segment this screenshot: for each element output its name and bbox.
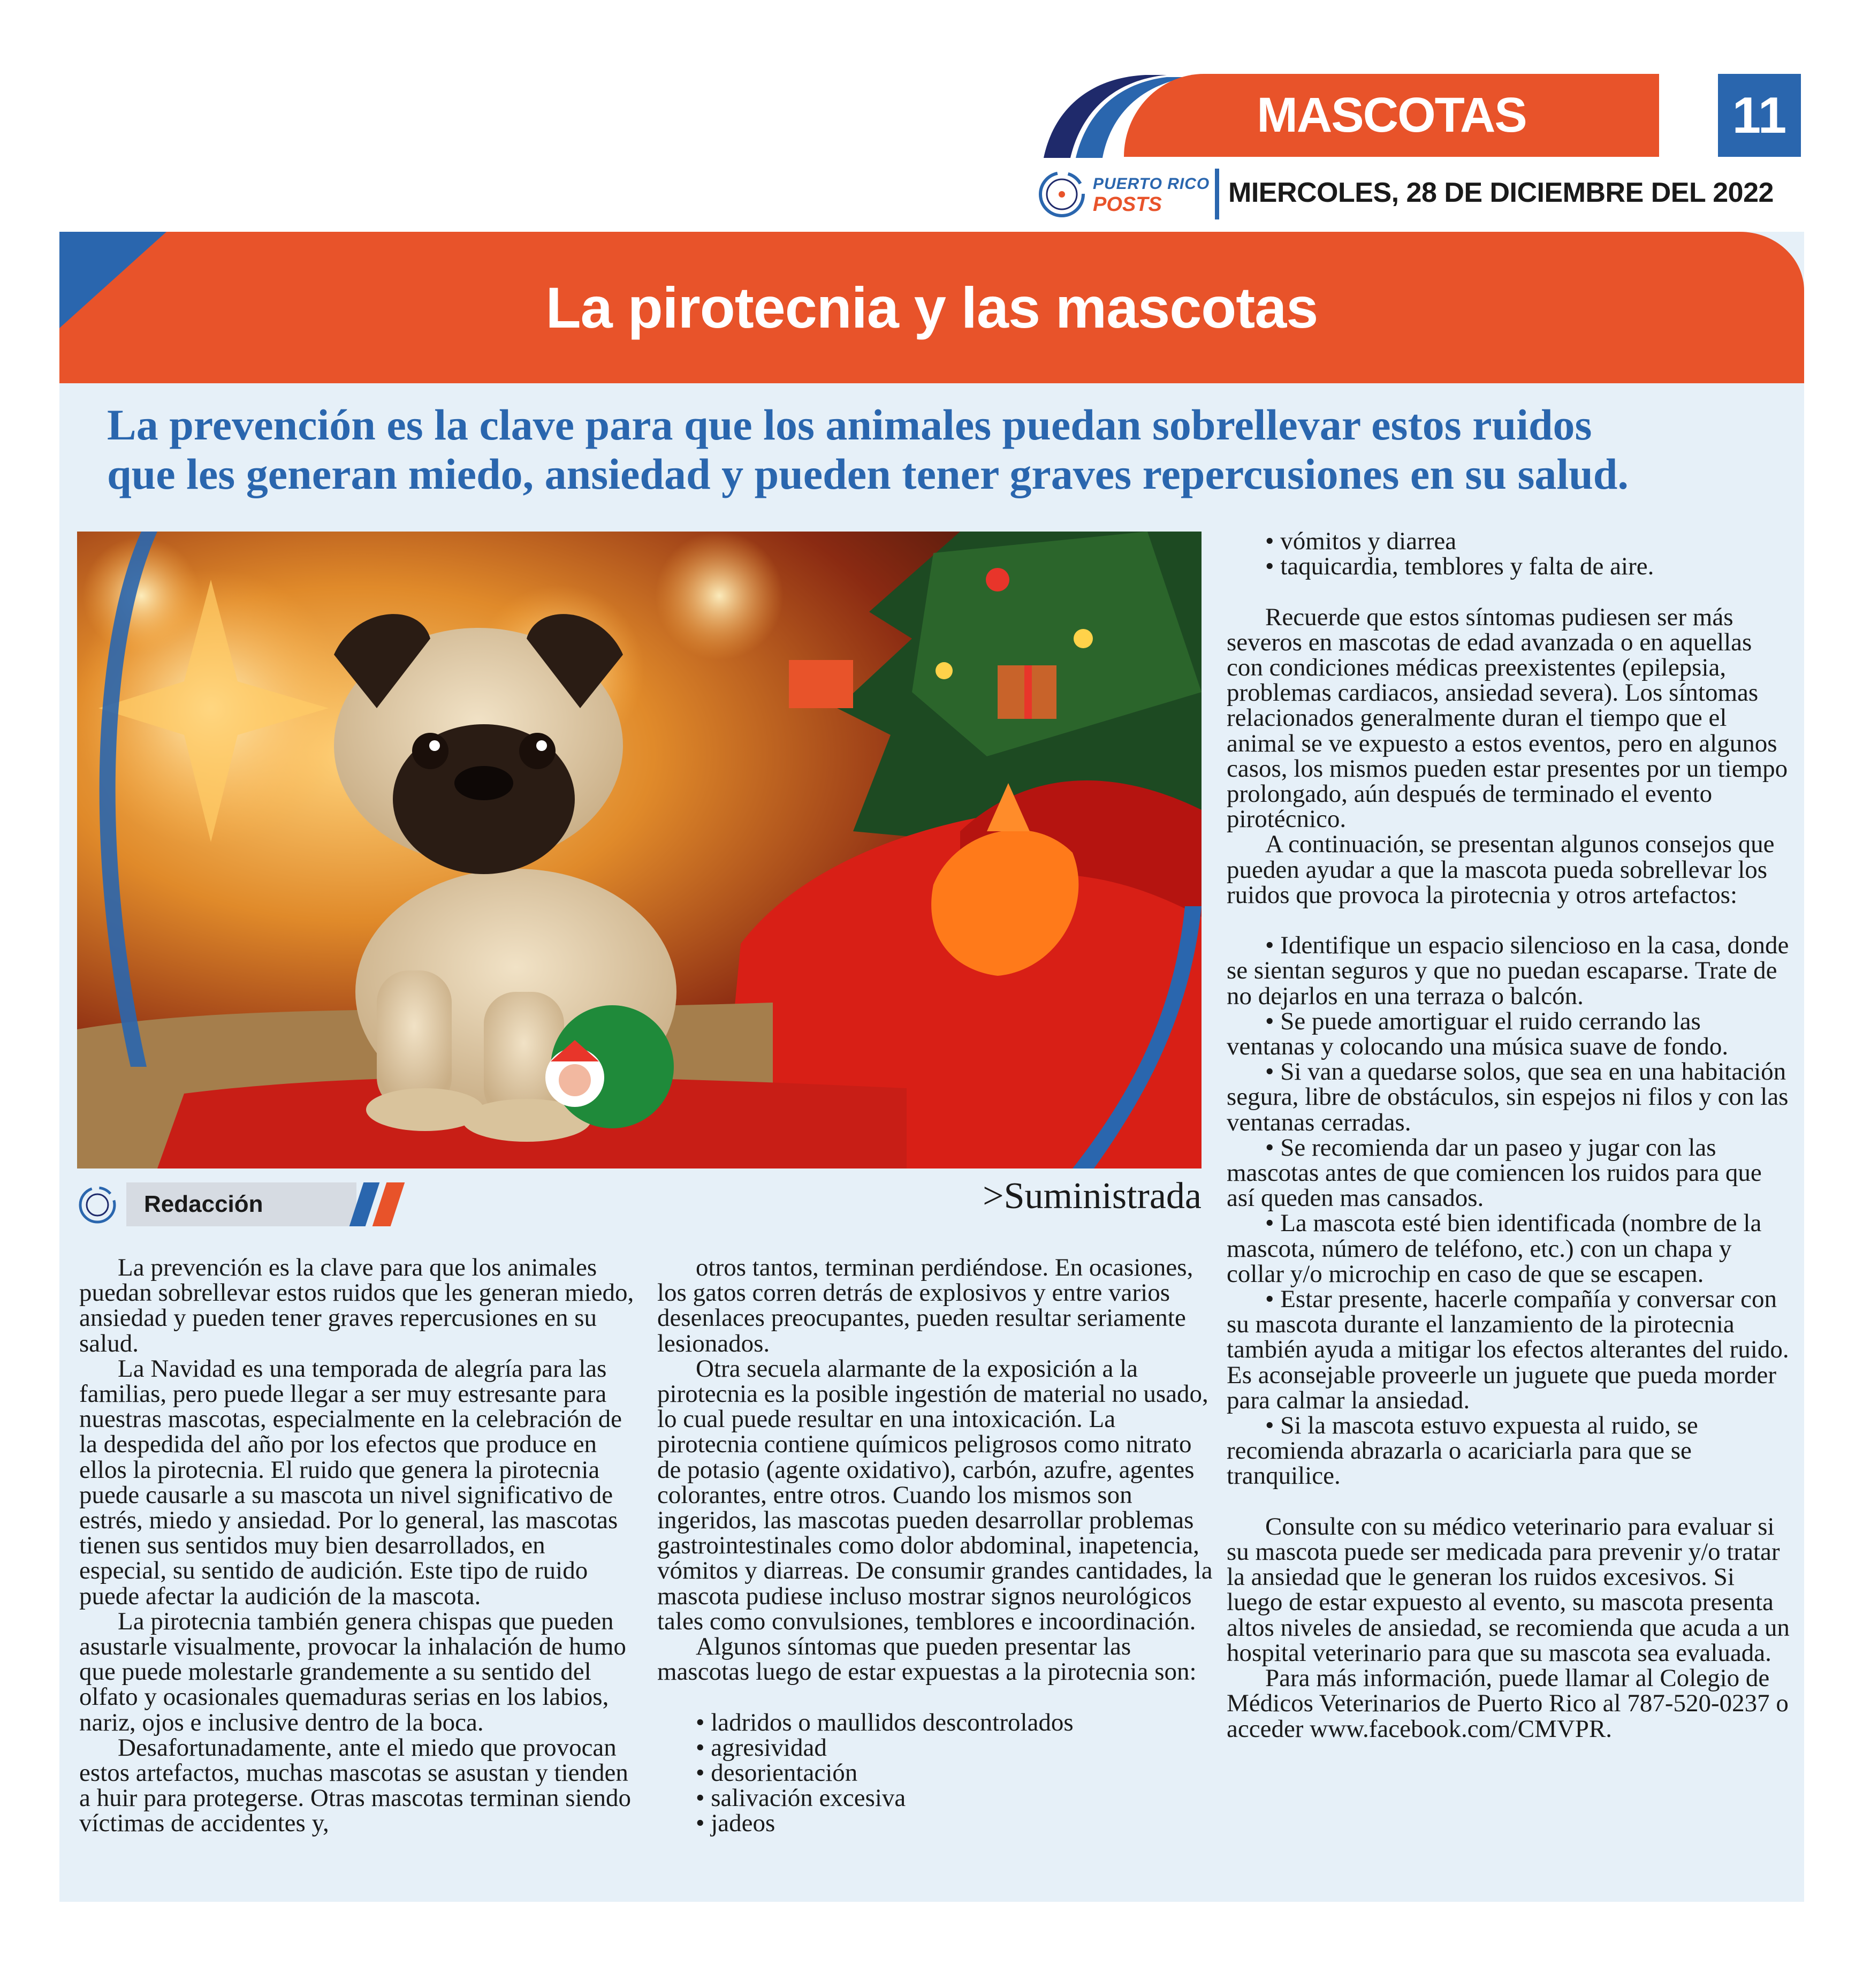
article-column-3: [1227, 529, 1794, 1742]
paragraph: Otra secuela alarmante de la exposición a la pirotecnia es la posible ingestión de material no usado, lo cual puede resultar en una intoxicación. La pirotecnia contiene químicos peligrosos como nitrato de potasio (agente oxidativo), carbón, azufre, agentes colorantes, entre otros. Cuando los mismos son ingeridos, las mascotas pueden desarrollar problemas gastrointestinales como dolor abdominal, inapetencia, vómitos y diarreas. De consumir grandes cantidades, la mascota pudiese incluso mostrar signos neurológicos tales como convulsiones, temblores e incoordinación.: [657, 1354, 1213, 1635]
tip-item: • Si la mascota estuvo expuesta al ruido, se recomienda abrazarla o acariciarla para que se tranquilice.: [1227, 1412, 1698, 1490]
deck-line-1: La prevención es la clave para que los animales puedan sobrellevar estos ruidos: [107, 400, 1592, 449]
author-logo-icon: [77, 1185, 118, 1225]
logo-line-2: POSTS: [1093, 193, 1162, 216]
headline-band: [59, 232, 1804, 383]
pug-christmas-photo: [77, 532, 1202, 1168]
tip-item: • Si van a quedarse solos, que sea en una habitación segura, libre de obstáculos, sin espejos ni filos y con las ventanas cerradas.: [1227, 1058, 1789, 1136]
publication-date: MIERCOLES, 28 DE DICIEMBRE DEL 2022: [1228, 177, 1774, 208]
symptom-item: • desorientación: [696, 1759, 858, 1787]
article-column-1: [79, 1255, 636, 1837]
masthead: [1033, 70, 1809, 225]
paragraph: La Navidad es una temporada de alegría para las familias, pero puede llegar a ser muy estresante para nuestras mascotas, especialmente en la celebración de la despedida del año por los efectos que produce en ellos la pirotecnia. El ruido que genera la pirotecnia puede causarle a su mascota un nivel significativo de estrés, miedo y ansiedad. Por lo general, las mascotas tienen sus sentidos muy bien desarrollados, en especial, su sentido de audición. Este tipo de ruido puede afectar la audición de la mascota.: [79, 1354, 622, 1610]
page-number: 11: [1718, 74, 1801, 157]
article-column-2: [657, 1255, 1214, 1837]
tip-item: • Se recomienda dar un paseo y jugar con las mascotas antes de que comiencen los ruidos para que así queden mas cansados.: [1227, 1133, 1762, 1212]
symptom-item: • taquicardia, temblores y falta de aire.: [1265, 552, 1654, 581]
paragraph: La pirotecnia también genera chispas que pueden asustarle visualmente, provocar la inhalación de humo que puede molestarle grandemente a su sentido del olfato y ocasionales quemaduras serias en los labios, nariz, ojos e inclusive dentro de la boca.: [79, 1607, 626, 1736]
publication-logo: [1033, 163, 1210, 222]
symptom-item: • vómitos y diarrea: [1265, 527, 1457, 555]
paragraph: Algunos síntomas que pueden presentar las mascotas luego de estar expuestas a la pirotecnia son:: [657, 1633, 1197, 1686]
photo-credit: >Suministrada: [983, 1175, 1202, 1217]
paragraph: Consulte con su médico veterinario para evaluar si su mascota puede ser medicada para prevenir y/o tratar la ansiedad que le generan los ruidos excesivos. Si luego de estar expuesto al evento, su mascota presenta altos niveles de ansiedad, se recomienda que acuda a un hospital veterinario para que su mascota sea evaluada.: [1227, 1512, 1790, 1667]
deck-line-2: que les generan miedo, ansiedad y pueden tener graves repercusiones en su salud.: [107, 450, 1629, 498]
logo-line-1: PUERTO RICO: [1093, 175, 1210, 193]
date-divider: [1215, 169, 1219, 219]
byline: [77, 1180, 420, 1226]
globe-logo-icon: [1036, 169, 1088, 220]
spacer: [1227, 908, 1794, 933]
spacer: [1227, 1489, 1794, 1514]
article-photo: [77, 532, 1202, 1168]
tip-item: • Estar presente, hacerle compañía y conversar con su mascota durante el lanzamiento de la pirotecnia también ayuda a mitigar los efectos alterantes del ruido. Es aconsejable proveerle un juguete que pueda morder para calmar la ansiedad.: [1227, 1285, 1789, 1414]
contact-paragraph: Para más información, puede llamar al Colegio de Médicos Veterinarios de Puerto Rico al 787-520-0237 o acceder www.facebook.com/CMVPR.: [1227, 1664, 1789, 1743]
symptom-item: • ladridos o maullidos descontrolados: [696, 1708, 1074, 1736]
byline-author: Redacción: [144, 1191, 263, 1217]
spacer: [1227, 579, 1794, 604]
paragraph: Recuerde que estos síntomas pudiesen ser más severos en mascotas de edad avanzada o en aquellas con condiciones médicas preexistentes (epilepsia, problemas cardiacos, ansiedad severa). Los síntomas relacionados generalmente duran el tiempo que el animal se ve expuesto a estos eventos, pero en algunos casos, los mismos pueden estar presentes por un tiempo prolongado, aún después de terminado el evento pirotécnico.: [1227, 603, 1788, 833]
tip-item: • La mascota esté bien identificada (nombre de la mascota, número de teléfono, etc.) con un chapa y collar y/o microchip en caso de que se escapen.: [1227, 1209, 1762, 1288]
paragraph: Desafortunadamente, ante el miedo que provocan estos artefactos, muchas mascotas se asustan y tienden a huir para protegerse. Otras mascotas terminan siendo víctimas de accidentes y,: [79, 1733, 632, 1838]
paragraph: otros tantos, terminan perdiéndose. En ocasiones, los gatos corren detrás de explosivos y entre varios desenlaces preocupantes, pueden resultar seriamente lesionados.: [657, 1254, 1193, 1357]
paragraph: La prevención es la clave para que los animales puedan sobrellevar estos ruidos que les generan miedo, ansiedad y pueden tener graves repercusiones en su salud.: [79, 1254, 634, 1357]
tip-item: • Identifique un espacio silencioso en la casa, donde se sientan seguros y que no puedan escaparse. Trate de no dejarlos en una terraza o balcón.: [1227, 931, 1789, 1010]
tip-item: • Se puede amortiguar el ruido cerrando las ventanas y colocando una música suave de fondo.: [1227, 1007, 1729, 1061]
section-title: MASCOTAS: [1257, 88, 1526, 142]
article-deck: [107, 400, 1777, 499]
symptom-item: • agresividad: [696, 1733, 827, 1762]
paragraph: A continuación, se presentan algunos consejos que pueden ayudar a que la mascota pueda sobrellevar los ruidos que provoca la pirotecnia y otros artefactos:: [1227, 830, 1775, 909]
symptom-item: • salivación excesiva: [696, 1784, 906, 1812]
article-headline: La pirotecnia y las mascotas: [545, 275, 1318, 340]
symptom-item: • jadeos: [696, 1809, 775, 1838]
spacer: [657, 1685, 1214, 1710]
